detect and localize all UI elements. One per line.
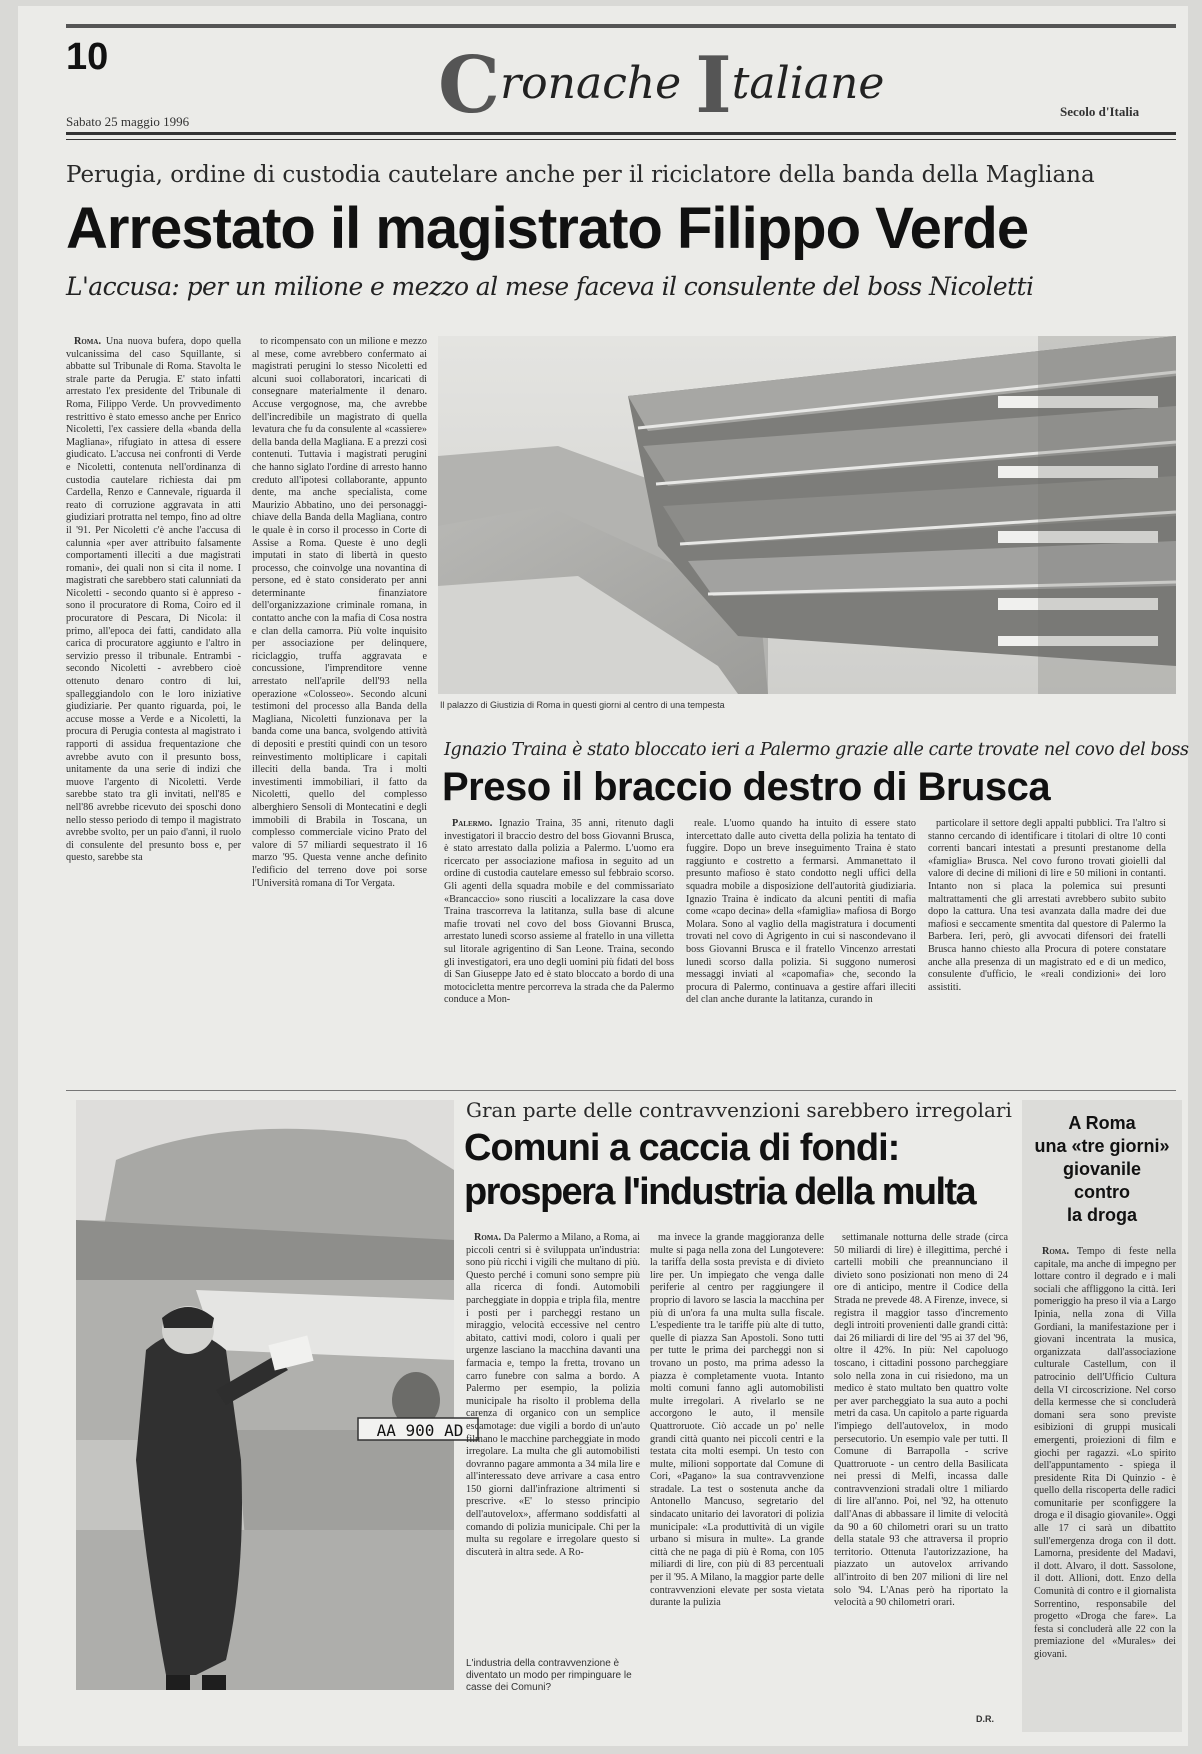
story3-byline: D.R. xyxy=(976,1714,994,1724)
story2-col3: particolare il settore degli appalti pubblici. Tra l'altro si stanno cercando di identificare i titolari di oltre 10 conti correnti bancari intestati a presunti prestanome della «famiglia» Brusca. Nel covo furono trovati gioielli dal valore di decine di milioni di lire e 50 milioni in contanti. Intanto non si placa la polemica sui presunti maltrattamenti che gli arrestati avrebbero subìto subito dopo la cattura. Una tesi avanzata dalla madre dei due mafiosi e seccamente smentita dal questore di Palermo la Barbera. Ieri, però, gli avvocati difensori dei fratelli Brusca hanno chiesto alla Procura di potere constatare anche alla presenza di un magistrato ed e di un medico, consulente d'ufficio, le «reali condizioni» dei loro assistiti. xyxy=(928,818,1166,993)
story1-dateline: Roma. xyxy=(74,336,102,347)
story4-headline-line: giovanile xyxy=(1062,1159,1142,1179)
newspaper-name: Secolo d'Italia xyxy=(1060,104,1140,119)
masthead-top-rule xyxy=(66,24,1176,28)
photo2-caption: L'industria della contravvenzione è diventato un modo per rimpinguare le casse dei Comuni? xyxy=(466,1658,632,1693)
warden-illustration xyxy=(76,1100,454,1690)
story3-col1: Roma. Da Palermo a Milano, a Roma, ai piccoli centri si è sviluppata un'industria: sono più ricchi i vigili che multano di più. Questo perché i comuni sono sempre più alla ricerca di fondi. Automobili parcheggiate in doppia e tripla fila, mentre i posti per i parcheggi restano un miraggio, velocità eccessive nel centro abitato, cattivi modi, coloro i quali per urgenze lasciano la macchina davanti una farmacia e, tempo la fretta, trovano un carro funebre con salma a bordo. A Palermo per esempio, la polizia municipale ha risolto il problema della carenza di organico con un semplice escamotage: due vigili a bordo di un'auto filmano le macchine parcheggiate in modo irregolare. La multa che gli automobilisti dovranno pagare ammonta a 34 mila lire e all'interessato deve arrivare a casa entro 150 giorni dall'infrazione altrimenti si prescrive. «E' lo stesso principio dell'autovelox», affermano soddisfatti al comando di polizia municipale. Chi per la multa su regolare e irregolare questo si discuterà in altra sede. A Ro- xyxy=(466,1232,640,1558)
photo1-caption: Il palazzo di Giustizia di Roma in questi giorni al centro di una tempesta xyxy=(440,700,725,710)
story2-headline: Preso il braccio destro di Brusca xyxy=(442,765,1051,809)
building-illustration xyxy=(438,336,1176,694)
story2-col1: Palermo. Ignazio Traina, 35 anni, ritenuto dagli investigatori il braccio destro del boss Giovanni Brusca, è stato arrestato dalla polizia a Palermo. L'uomo era ricercato per associazione mafiosa in seguito ad un ordine di custodia cautelare emesso sul febbraio scorso. Gli agenti della squadra mobile e del commissariato «Brancaccio» sono riusciti a localizzare la casa dove Traina trascorreva la latitanza, sulla base di alcune mafie trovati nel covo del boss Giovanni Brusca, arrestato lunedì scorso assieme al fratello in una villetta sul litorale agrigentino di San Leone. Traina, secondo gli investigatori, era uno degli uomini più fidati del boss di San Giuseppe Jato ed è stato bloccato a bordo di una motocicletta mentre percorreva la strada che da Palermo conduce a Mon- xyxy=(444,818,675,1006)
story1-headline: Arrestato il magistrato Filippo Verde xyxy=(66,196,1029,261)
story2-dateline: Palermo. xyxy=(452,818,493,829)
issue-date: Sabato 25 maggio 1996 xyxy=(66,114,190,129)
story3-col2: ma invece la grande maggioranza delle multe si paga nella zona del Lungotevere: la tariffa della sosta prevista e di divieto lire per. Un impiegato che venga dalle periferie al centro per raggiungere il proprio di lavoro se lascia la macchina per più di un'ora fa una multa sulla fiscale. L'espediente tra le tariffe più alte di tutto, quelle di piazza San Apostoli. Sono tutti per tutte le prima dei parcheggi non si trovano un posto, ma prima adesso la piazza è completamente vuota. Intanto molti comuni fanno agli automobilisti multe irregolari. A rivelarlo se ne accorgono le auto, il mensile Quattroruote. Ciò accade un po' nelle grandi città quanto nei piccoli centri e la testata cita molti esempi. Un testo con multe, milioni sopportate dal Comune di Cori, «Pagano» la sua contravvenzione stradale. La test o sostenuta anche da Antonello Mancuso, segretario del sindacato unitario dei lavoratori di polizia municipale: «La produttività di un vigile urbano si misura in multe». La grande città che ne paga di più è Roma, con 105 miliardi di lire, con più di 83 percentuali per il '95. A Milano, la maggior parte delle contravvenzioni elevate per sosta vietata durante la pulizia xyxy=(650,1232,824,1609)
section-title: Cronache Italiane xyxy=(438,40,885,131)
story1-subhead: L'accusa: per un milione e mezzo al mese faceva il consulente del boss Nicoletti xyxy=(66,272,1034,301)
traffic-warden-photo xyxy=(76,1100,464,1690)
story3-headline-1: Comuni a caccia di fondi: xyxy=(464,1127,900,1169)
story4-dateline: Roma. xyxy=(1042,1246,1070,1257)
story3-dateline: Roma. xyxy=(474,1232,502,1243)
story4-headline-line: la droga xyxy=(1066,1205,1137,1225)
section-title-initial2: I xyxy=(695,40,732,131)
story3-col3: settimanale notturna delle strade (circa 50 miliardi di lire) è illegittima, perché i cartelli mobili che preannunciano il divieto sono posizionati non meno di 24 ore di anticipo, mentre il Codice della Strada ne prevede 48. A Firenze, invece, si registra il maggior tasso d'incremento degli introiti provenienti dalle grandi città: dai 26 miliardi di lire del '95 ai 37 del '96, oltre il 42%. In più: Nel capoluogo toscano, i cittadini possono parcheggiare solo nella zona in cui risiedono, ma un medico è stato multato ben quattro volte per aver parcheggiato la sua auto a pochi metri da casa. Un capitolo a parte riguarda l'impiego dell'autovelox, in modo persecutorio. Un esempio vale per tutti. Il Comune di Barrapolla - scrive Quattroruote - un centro della Basilicata nei pressi di Melfi, incassa dalle contravvenzioni stradali oltre 1 miliardo di lire all'anno. Poi, nel '92, ha ottenuto dall'Anas di abbassare il limite di velocità da 90 a 60 chilometri orari su un tratto della statale 93 che attraversa il proprio territorio. Ottenuta l'autorizzazione, ha piazzato un autovelox arrivando all'introito di ben 207 milioni di lire nel solo '94. L'Anas però ha riportato la velocità a 90 chilometri orari. xyxy=(834,1232,1008,1609)
story4-headline xyxy=(1022,1112,1182,1227)
story3-kicker: Gran parte delle contravvenzioni sarebbero irregolari xyxy=(466,1098,1012,1122)
story4-headline-line: A Roma xyxy=(1068,1113,1136,1133)
story4-headline-line: contro xyxy=(1074,1182,1130,1202)
story4-body: Roma. Tempo di feste nella capitale, ma anche di impegno per lottare contro il degrado e i mali sociali che affliggono la città. Ieri pomeriggio ha preso il via a Largo Ipinia, nella zona di Villa Gordiani, la manifestazione per i giovani incentrata la musica, organizzata dall'associazione culturale Castellum, con il patrocinio dell'Ufficio Cultura della VI circoscrizione. Nel corso della kermesse che si concluderà domani sera sono previste esibizioni di gruppi musicali emergenti, proiezioni di film e giochi per ragazzi. «Lo spirito dell'appuntamento - spiega il presidente Rita Di Quinzio - è quello della riscoperta delle radici comunitarie per sconfiggere la droga e il disagio giovanile». Oggi alle 17 ci sarà un dibattito sull'emergenza droga con il dott. Lamorna, presidente del Madavi, il dott. Alvaro, il dott. Sassolone, il dott. Allioni, dott. Enzo della Comunità di contro e il giornalista Sorrentino, responsabile del progetto «Droga che fare». La festa si concluderà alle 22 con la premiazione del «Murales» dei giovani. xyxy=(1034,1246,1176,1660)
masthead-rule-2 xyxy=(66,139,1176,140)
section-title-initial: C xyxy=(438,40,501,131)
masthead-rule-1 xyxy=(66,132,1176,135)
story2-col2: reale. L'uomo quando ha intuito di essere stato intercettato dalle auto civetta della polizia ha tentato di fuggire. Dopo un breve inseguimento Traina è stato raggiunto e costretto a fermarsi. Ammanettato il presunto mafioso è stato condotto negli uffici della squadra mobile a disposizione dell'autorità giudiziaria. Ignazio Traina è indicato da alcuni pentiti di mafia come «capo decina» della «famiglia» mafiosa di Borgo Molara. Sono al vaglio della magistratura i documenti trovati nel covo di Agrigento in cui si nascondevano il boss Giovanni Brusca e il fratello Vincenzo arrestati lunedì scorso dalla polizia. Si suggono numerosi messaggi inviati al «capomafia» che, secondo la procura di Palermo, continuava a gestire affari illeciti del clan anche durante la latitanza, curando in xyxy=(686,818,916,1006)
palace-of-justice-photo xyxy=(438,336,1176,694)
page-number: 10 xyxy=(66,36,109,78)
story1-col1: Roma. Una nuova bufera, dopo quella vulcanissima del caso Squillante, si abbatte sul Tribunale di Roma. Stavolta le strale parte da Perugia. E' stato infatti arrestato l'ex presidente del Tribunale di Roma, Filippo Verde. Un provvedimento restrittivo è stato emesso anche per Enrico Nicoletti, l'ex cassiere della «banda della Magliana», rifugiato in attesa di essere giudicato. L'accusa nei confronti di Verde e Nicoletti, contenuta nell'ordinanza di custodia cautelare richiesta dai pm Cardella, Renzo e Cannevale, riguarda il reato di corruzione aggravata in atti giudiziari protratta nel tempo, fino ad oltre il '91. Per Nicoletti c'è anche l'accusa di calunnia «per aver attribuito falsamente comportamenti illeciti a due magistrati romani», dei quali non si cita il nome. I magistrati che sarebbero stati calunniati da Nicoletti - secondo quanto si è appreso - sono il procuratore di Roma, Coiro ed il procuratore di Pescara, Di Nicola: il primo, all'epoca dei fatti, candidato alla carica di procuratore aggiunto e l'altro in servizio presso il tribunale. Entrambi - secondo Nicoletti - avrebbero cioè ottenuto denaro contro di lui, spalleggiandolo con le loro iniziative giudiziarie. Per quanto riguarda, poi, le accuse mosse a Verde e a Nicoletti, la procura di Perugia contesta al magistrato i rapporti di assidua frequentazione che avrebbe avuto con il presunto boss, unitamente da una serie di indizi che muove l'argento di Nicoletti. Verde sarebbe stato tra gli invitati, nell'85 e nell'86 avrebbe ricevuto dei sposchi dono nello stesso periodo di tempo il magistrato avrebbe svolto, per un paio d'anni, il ruolo di consulente del presunto boss e, per questo, sarebbe sta xyxy=(66,336,241,864)
story3-headline-2: prospera l'industria della multa xyxy=(464,1171,976,1213)
license-plate: AA 900 AD xyxy=(376,1421,464,1440)
story1-col2: to ricompensato con un milione e mezzo al mese, come avrebbero confermato ai magistrati perugini lo stesso Nicoletti ed alcuni suoi collaboratori, incaricati di consegnare materialmente il denaro. Accuse vergognose, ma, che avrebbe dell'incredibile un magistrato di quella levatura che fu da consulente al «cassiere» della banda della Magliana. E a prezzi così contenuti. Tuttavia i magistrati perugini che hanno siglato l'ordine di arresto hanno creduto all'ipotesi collaborante, appunto dente, ma anche specialista, come Maurizio Abbatino, uno dei personaggi-chiave della Banda della Magliana, contro le quale è in corso il processo in Corte di Assise a Roma. Queste è uno degli imputati in stato di libertà in questo processo, che coinvolge una novantina di persone, ed è stato considerato per anni determinante finanziatore dell'organizzazione criminale romana, in contatto anche con la mafia di Cosa nostra e clan della camorra. Più volte inquisito per associazione per delinquere, riciclaggio, truffa aggravata e concussione, l'imprenditore venne arrestato nell'aprile dell'93 nella operazione «Colosseo». Secondo alcuni testimoni del processo alla Banda della Magliana, Nicoletti funzionava per la banda come una banca, svolgendo attività di depositi e prestiti quindi con un tesoro reinvestimento moltiplicare i capitali illeciti della banda. Tra i molti investimenti immobiliari, il fatto da Nicoletti, quello del complesso alberghiero Sensoli di Montecatini e degli immobili di Brabila in Toscana, un complesso commerciale vicino Prato del valore di 57 miliardi sequestrato il 16 marzo '95. Questa venne anche definito l'edificio del terreno dove poi sorse l'Università romana di Tor Vergata. xyxy=(252,336,427,889)
section-divider xyxy=(66,1090,1176,1091)
story2-kicker: Ignazio Traina è stato bloccato ieri a Palermo grazie alle carte trovate nel covo del boss xyxy=(444,740,1189,760)
newspaper-page xyxy=(18,6,1188,1746)
story4-headline-line: una «tre giorni» xyxy=(1034,1136,1170,1156)
story1-kicker: Perugia, ordine di custodia cautelare anche per il riciclatore della banda della Magliana xyxy=(66,162,1095,188)
